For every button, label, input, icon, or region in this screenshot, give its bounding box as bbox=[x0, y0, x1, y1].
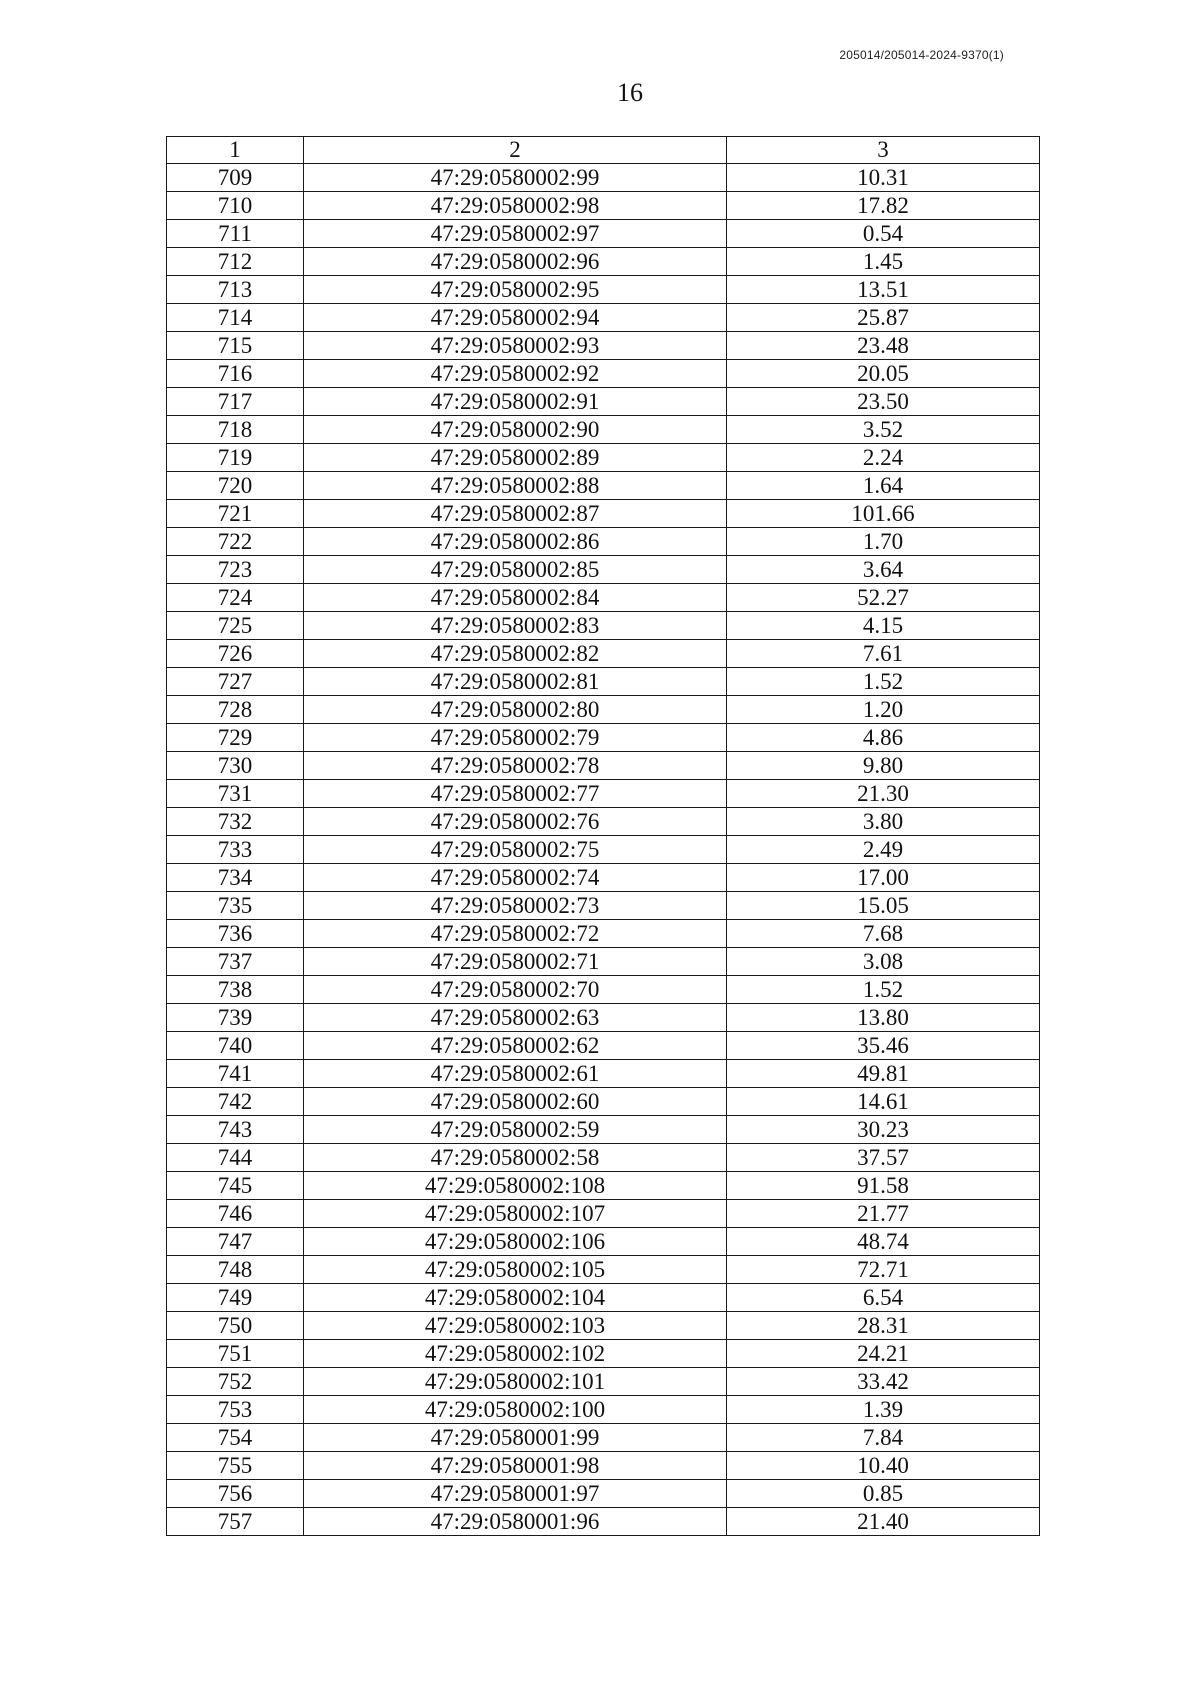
table-row bbox=[167, 220, 1040, 248]
cadastral-number-cell: 47:29:0580002:84 bbox=[304, 584, 727, 612]
table-row bbox=[167, 1480, 1040, 1508]
area-value-cell: 49.81 bbox=[727, 1060, 1040, 1088]
area-value-cell: 20.05 bbox=[727, 360, 1040, 388]
area-value-cell: 33.42 bbox=[727, 1368, 1040, 1396]
area-value-cell: 48.74 bbox=[727, 1228, 1040, 1256]
table-row bbox=[167, 1144, 1040, 1172]
table-row bbox=[167, 1312, 1040, 1340]
cadastral-number-cell: 47:29:0580002:91 bbox=[304, 388, 727, 416]
row-number-cell: 752 bbox=[167, 1368, 304, 1396]
cadastral-number-cell: 47:29:0580002:82 bbox=[304, 640, 727, 668]
row-number-cell: 715 bbox=[167, 332, 304, 360]
cadastral-number-cell: 47:29:0580002:77 bbox=[304, 780, 727, 808]
cadastral-number-cell: 47:29:0580002:90 bbox=[304, 416, 727, 444]
data-table bbox=[166, 136, 1040, 1536]
area-value-cell: 37.57 bbox=[727, 1144, 1040, 1172]
area-value-cell: 3.64 bbox=[727, 556, 1040, 584]
cadastral-number-cell: 47:29:0580002:61 bbox=[304, 1060, 727, 1088]
table-row bbox=[167, 612, 1040, 640]
area-value-cell: 10.40 bbox=[727, 1452, 1040, 1480]
cadastral-number-cell: 47:29:0580002:76 bbox=[304, 808, 727, 836]
area-value-cell: 2.49 bbox=[727, 836, 1040, 864]
table-row bbox=[167, 528, 1040, 556]
cadastral-number-cell: 47:29:0580002:95 bbox=[304, 276, 727, 304]
row-number-cell: 713 bbox=[167, 276, 304, 304]
table-row bbox=[167, 584, 1040, 612]
table-row bbox=[167, 1340, 1040, 1368]
area-value-cell: 7.61 bbox=[727, 640, 1040, 668]
table-row bbox=[167, 948, 1040, 976]
cadastral-number-cell: 47:29:0580002:101 bbox=[304, 1368, 727, 1396]
cadastral-number-cell: 47:29:0580002:81 bbox=[304, 668, 727, 696]
row-number-cell: 723 bbox=[167, 556, 304, 584]
area-value-cell: 1.64 bbox=[727, 472, 1040, 500]
row-number-cell: 724 bbox=[167, 584, 304, 612]
table-row bbox=[167, 164, 1040, 192]
row-number-cell: 739 bbox=[167, 1004, 304, 1032]
table-row bbox=[167, 360, 1040, 388]
table-header-row bbox=[167, 137, 1040, 164]
area-value-cell: 13.51 bbox=[727, 276, 1040, 304]
cadastral-number-cell: 47:29:0580002:92 bbox=[304, 360, 727, 388]
area-value-cell: 1.45 bbox=[727, 248, 1040, 276]
table-row bbox=[167, 192, 1040, 220]
cadastral-number-cell: 47:29:0580002:106 bbox=[304, 1228, 727, 1256]
table-row bbox=[167, 1228, 1040, 1256]
row-number-cell: 736 bbox=[167, 920, 304, 948]
area-value-cell: 30.23 bbox=[727, 1116, 1040, 1144]
row-number-cell: 753 bbox=[167, 1396, 304, 1424]
area-value-cell: 13.80 bbox=[727, 1004, 1040, 1032]
area-value-cell: 1.20 bbox=[727, 696, 1040, 724]
row-number-cell: 709 bbox=[167, 164, 304, 192]
row-number-cell: 732 bbox=[167, 808, 304, 836]
cadastral-number-cell: 47:29:0580002:89 bbox=[304, 444, 727, 472]
table-row bbox=[167, 416, 1040, 444]
area-value-cell: 0.54 bbox=[727, 220, 1040, 248]
row-number-cell: 731 bbox=[167, 780, 304, 808]
column-header-2: 2 bbox=[304, 137, 727, 164]
table-body bbox=[167, 164, 1040, 1536]
row-number-cell: 746 bbox=[167, 1200, 304, 1228]
row-number-cell: 734 bbox=[167, 864, 304, 892]
area-value-cell: 91.58 bbox=[727, 1172, 1040, 1200]
area-value-cell: 35.46 bbox=[727, 1032, 1040, 1060]
row-number-cell: 717 bbox=[167, 388, 304, 416]
cadastral-number-cell: 47:29:0580002:60 bbox=[304, 1088, 727, 1116]
table-row bbox=[167, 248, 1040, 276]
table-row bbox=[167, 640, 1040, 668]
cadastral-number-cell: 47:29:0580002:85 bbox=[304, 556, 727, 584]
area-value-cell: 0.85 bbox=[727, 1480, 1040, 1508]
row-number-cell: 741 bbox=[167, 1060, 304, 1088]
area-value-cell: 1.70 bbox=[727, 528, 1040, 556]
area-value-cell: 25.87 bbox=[727, 304, 1040, 332]
row-number-cell: 755 bbox=[167, 1452, 304, 1480]
row-number-cell: 757 bbox=[167, 1508, 304, 1536]
area-value-cell: 1.52 bbox=[727, 668, 1040, 696]
cadastral-number-cell: 47:29:0580002:59 bbox=[304, 1116, 727, 1144]
row-number-cell: 712 bbox=[167, 248, 304, 276]
row-number-cell: 729 bbox=[167, 724, 304, 752]
row-number-cell: 718 bbox=[167, 416, 304, 444]
cadastral-number-cell: 47:29:0580002:94 bbox=[304, 304, 727, 332]
table-row bbox=[167, 780, 1040, 808]
area-value-cell: 21.40 bbox=[727, 1508, 1040, 1536]
area-value-cell: 17.00 bbox=[727, 864, 1040, 892]
table-row bbox=[167, 920, 1040, 948]
row-number-cell: 733 bbox=[167, 836, 304, 864]
cadastral-number-cell: 47:29:0580002:75 bbox=[304, 836, 727, 864]
area-value-cell: 23.50 bbox=[727, 388, 1040, 416]
row-number-cell: 728 bbox=[167, 696, 304, 724]
area-value-cell: 7.68 bbox=[727, 920, 1040, 948]
cadastral-number-cell: 47:29:0580002:71 bbox=[304, 948, 727, 976]
cadastral-number-cell: 47:29:0580002:80 bbox=[304, 696, 727, 724]
row-number-cell: 748 bbox=[167, 1256, 304, 1284]
table-row bbox=[167, 444, 1040, 472]
row-number-cell: 725 bbox=[167, 612, 304, 640]
cadastral-number-cell: 47:29:0580002:83 bbox=[304, 612, 727, 640]
column-header-3: 3 bbox=[727, 137, 1040, 164]
cadastral-number-cell: 47:29:0580001:99 bbox=[304, 1424, 727, 1452]
cadastral-number-cell: 47:29:0580002:108 bbox=[304, 1172, 727, 1200]
cadastral-number-cell: 47:29:0580002:107 bbox=[304, 1200, 727, 1228]
cadastral-number-cell: 47:29:0580001:96 bbox=[304, 1508, 727, 1536]
table-row bbox=[167, 1284, 1040, 1312]
row-number-cell: 735 bbox=[167, 892, 304, 920]
row-number-cell: 745 bbox=[167, 1172, 304, 1200]
row-number-cell: 727 bbox=[167, 668, 304, 696]
row-number-cell: 710 bbox=[167, 192, 304, 220]
table-row bbox=[167, 864, 1040, 892]
table-row bbox=[167, 304, 1040, 332]
row-number-cell: 730 bbox=[167, 752, 304, 780]
area-value-cell: 3.52 bbox=[727, 416, 1040, 444]
table-row bbox=[167, 1200, 1040, 1228]
cadastral-number-cell: 47:29:0580002:98 bbox=[304, 192, 727, 220]
area-value-cell: 4.86 bbox=[727, 724, 1040, 752]
area-value-cell: 10.31 bbox=[727, 164, 1040, 192]
table-row bbox=[167, 1256, 1040, 1284]
cadastral-number-cell: 47:29:0580002:79 bbox=[304, 724, 727, 752]
table-row bbox=[167, 332, 1040, 360]
table-row bbox=[167, 1116, 1040, 1144]
area-value-cell: 1.52 bbox=[727, 976, 1040, 1004]
area-value-cell: 4.15 bbox=[727, 612, 1040, 640]
area-value-cell: 14.61 bbox=[727, 1088, 1040, 1116]
area-value-cell: 3.80 bbox=[727, 808, 1040, 836]
table-row bbox=[167, 472, 1040, 500]
area-value-cell: 21.30 bbox=[727, 780, 1040, 808]
table-row bbox=[167, 1088, 1040, 1116]
area-value-cell: 101.66 bbox=[727, 500, 1040, 528]
page-number: 16 bbox=[617, 78, 643, 107]
cadastral-number-cell: 47:29:0580002:97 bbox=[304, 220, 727, 248]
row-number-cell: 738 bbox=[167, 976, 304, 1004]
cadastral-number-cell: 47:29:0580002:102 bbox=[304, 1340, 727, 1368]
area-value-cell: 23.48 bbox=[727, 332, 1040, 360]
area-value-cell: 72.71 bbox=[727, 1256, 1040, 1284]
cadastral-number-cell: 47:29:0580002:88 bbox=[304, 472, 727, 500]
area-value-cell: 7.84 bbox=[727, 1424, 1040, 1452]
cadastral-number-cell: 47:29:0580002:78 bbox=[304, 752, 727, 780]
area-value-cell: 15.05 bbox=[727, 892, 1040, 920]
table-row bbox=[167, 1004, 1040, 1032]
area-value-cell: 6.54 bbox=[727, 1284, 1040, 1312]
column-header-1: 1 bbox=[167, 137, 304, 164]
row-number-cell: 737 bbox=[167, 948, 304, 976]
row-number-cell: 742 bbox=[167, 1088, 304, 1116]
cadastral-number-cell: 47:29:0580002:100 bbox=[304, 1396, 727, 1424]
row-number-cell: 744 bbox=[167, 1144, 304, 1172]
table-row bbox=[167, 1424, 1040, 1452]
row-number-cell: 740 bbox=[167, 1032, 304, 1060]
table-row bbox=[167, 976, 1040, 1004]
table-row bbox=[167, 500, 1040, 528]
row-number-cell: 721 bbox=[167, 500, 304, 528]
cadastral-number-cell: 47:29:0580002:86 bbox=[304, 528, 727, 556]
table-row bbox=[167, 1452, 1040, 1480]
row-number-cell: 743 bbox=[167, 1116, 304, 1144]
row-number-cell: 747 bbox=[167, 1228, 304, 1256]
row-number-cell: 750 bbox=[167, 1312, 304, 1340]
row-number-cell: 726 bbox=[167, 640, 304, 668]
table-row bbox=[167, 808, 1040, 836]
cadastral-number-cell: 47:29:0580002:103 bbox=[304, 1312, 727, 1340]
area-value-cell: 3.08 bbox=[727, 948, 1040, 976]
cadastral-number-cell: 47:29:0580001:97 bbox=[304, 1480, 727, 1508]
area-value-cell: 52.27 bbox=[727, 584, 1040, 612]
cadastral-number-cell: 47:29:0580002:87 bbox=[304, 500, 727, 528]
table-row bbox=[167, 1508, 1040, 1536]
area-value-cell: 1.39 bbox=[727, 1396, 1040, 1424]
row-number-cell: 719 bbox=[167, 444, 304, 472]
area-value-cell: 24.21 bbox=[727, 1340, 1040, 1368]
cadastral-number-cell: 47:29:0580002:62 bbox=[304, 1032, 727, 1060]
cadastral-number-cell: 47:29:0580002:70 bbox=[304, 976, 727, 1004]
table-row bbox=[167, 1172, 1040, 1200]
table-row bbox=[167, 752, 1040, 780]
row-number-cell: 756 bbox=[167, 1480, 304, 1508]
table-row bbox=[167, 668, 1040, 696]
area-value-cell: 21.77 bbox=[727, 1200, 1040, 1228]
row-number-cell: 720 bbox=[167, 472, 304, 500]
row-number-cell: 716 bbox=[167, 360, 304, 388]
cadastral-number-cell: 47:29:0580002:93 bbox=[304, 332, 727, 360]
cadastral-number-cell: 47:29:0580002:74 bbox=[304, 864, 727, 892]
table-row bbox=[167, 836, 1040, 864]
table-row bbox=[167, 556, 1040, 584]
area-value-cell: 2.24 bbox=[727, 444, 1040, 472]
cadastral-number-cell: 47:29:0580002:73 bbox=[304, 892, 727, 920]
table-row bbox=[167, 276, 1040, 304]
area-value-cell: 9.80 bbox=[727, 752, 1040, 780]
area-value-cell: 28.31 bbox=[727, 1312, 1040, 1340]
row-number-cell: 749 bbox=[167, 1284, 304, 1312]
table-row bbox=[167, 1032, 1040, 1060]
table-row bbox=[167, 1368, 1040, 1396]
table-row bbox=[167, 696, 1040, 724]
cadastral-number-cell: 47:29:0580002:63 bbox=[304, 1004, 727, 1032]
row-number-cell: 714 bbox=[167, 304, 304, 332]
cadastral-number-cell: 47:29:0580002:58 bbox=[304, 1144, 727, 1172]
table-row bbox=[167, 388, 1040, 416]
cadastral-number-cell: 47:29:0580002:99 bbox=[304, 164, 727, 192]
cadastral-number-cell: 47:29:0580002:72 bbox=[304, 920, 727, 948]
cadastral-number-cell: 47:29:0580002:96 bbox=[304, 248, 727, 276]
row-number-cell: 754 bbox=[167, 1424, 304, 1452]
cadastral-number-cell: 47:29:0580001:98 bbox=[304, 1452, 727, 1480]
cadastral-number-cell: 47:29:0580002:104 bbox=[304, 1284, 727, 1312]
row-number-cell: 722 bbox=[167, 528, 304, 556]
row-number-cell: 711 bbox=[167, 220, 304, 248]
row-number-cell: 751 bbox=[167, 1340, 304, 1368]
area-value-cell: 17.82 bbox=[727, 192, 1040, 220]
document-reference: 205014/205014-2024-9370(1) bbox=[839, 48, 1004, 62]
table-row bbox=[167, 724, 1040, 752]
table-row bbox=[167, 1060, 1040, 1088]
cadastral-number-cell: 47:29:0580002:105 bbox=[304, 1256, 727, 1284]
table-row bbox=[167, 892, 1040, 920]
table-row bbox=[167, 1396, 1040, 1424]
